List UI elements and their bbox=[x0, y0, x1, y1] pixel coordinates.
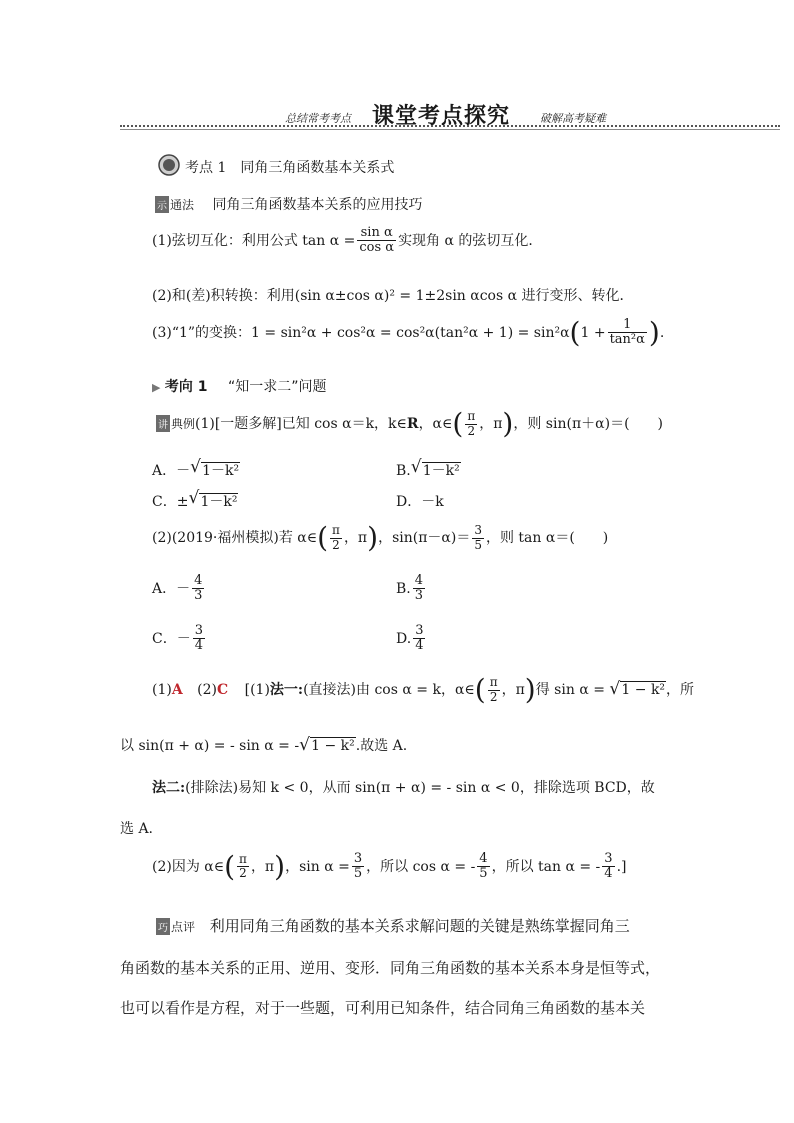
header-divider bbox=[120, 125, 780, 127]
ex1-option-c: C．±√ 1－k² bbox=[152, 491, 238, 511]
method-heading bbox=[155, 194, 422, 214]
answer-line-1: (1)A (2)C [(1)法一:(直接法)由 cos α = k，α∈( $\frac{\pi}{2}$ ，π)得 sin α = √ 1 − k²，所 bbox=[152, 676, 694, 704]
ex1-option-b: B.√ 1－k² bbox=[396, 460, 461, 480]
rule-2: (2)和(差)积转换：利用(sin α±cos α)² = 1±2sin αcos α 进行变形、转化． bbox=[152, 288, 634, 304]
example-2-question: (2)(2019·福州模拟)若 α∈( $\frac{\pi}{2}$ ，π)，sin(π－α)＝ $\frac{3}{5}$ ，则 tan α＝( ) bbox=[152, 521, 609, 554]
method-title: 同角三角函数基本关系的应用技巧 bbox=[212, 197, 423, 213]
example-1-question: 讲 典例(1)[一题多解]已知 cos α＝k，k∈R，α∈( $\frac{\pi}{2}$ ，π)，则 sin(π＋α)＝( ) bbox=[158, 407, 663, 440]
kaoxiang-arrow-icon: ▶ bbox=[152, 381, 161, 394]
header-right-text: 破解高考疑难 bbox=[540, 112, 606, 125]
method-tag: 通法 bbox=[170, 198, 195, 212]
header-divider-thin bbox=[120, 129, 780, 130]
kaoxiang-heading: ▶ 考向 1 “知一求二”问题 bbox=[152, 379, 327, 395]
answer-line-4: 选 A. bbox=[120, 821, 154, 837]
answer-line-5: (2)因为 α∈( $\frac{\pi}{2}$ ，π)，sin α = $\frac{3}{5}$ ，所以 cos α = - $\frac{4}{5}$ ，所以 tan α = - $\frac{3}{4}$ .] bbox=[152, 849, 627, 883]
review-line-1: 巧 点评 利用同角三角函数的基本关系求解问题的关键是熟练掌握同角三 bbox=[158, 917, 630, 935]
review-line-2: 角函数的基本关系的正用、逆用、变形．同角三角函数的基本关系本身是恒等式， bbox=[120, 959, 661, 977]
ex1-option-d: D．－k bbox=[396, 494, 444, 510]
rule-3: (3)“1”的变换：1 = sin²α + cos²α = cos²α(tan²α + 1) = sin²α(1 + $\frac{1}{\text{tan²α}}$ ). bbox=[152, 315, 665, 349]
review-line-3: 也可以看作是方程，对于一些题，可利用已知条件，结合同角三角函数的基本关 bbox=[120, 999, 646, 1017]
answer-line-3: 法二:(排除法)易知 k < 0，从而 sin(π + α) = - sin α < 0，排除选项 BCD，故 bbox=[152, 780, 655, 796]
rule-1: (1)弦切互化：利用公式 tan α = $\frac{\text{sin α}}{\text{cos α}}$ 实现角 α 的弦切互化． bbox=[152, 225, 543, 256]
answer-line-2: 以 sin(π + α) = - sin α = -√ 1 − k².故选 A. bbox=[120, 735, 407, 755]
kaodian-title: 考点 1 同角三角函数基本关系式 bbox=[185, 160, 395, 176]
method-badge: 示 bbox=[155, 196, 169, 213]
ex2-option-b: B. $\frac{4}{3}$ bbox=[396, 573, 424, 604]
section-title: 课堂考点探究 bbox=[372, 104, 511, 129]
ex1-option-a: A．－√ 1－k² bbox=[152, 460, 240, 480]
ex2-option-d: D. $\frac{3}{4}$ bbox=[396, 623, 424, 654]
kaodian-circle-icon bbox=[158, 154, 180, 176]
ex2-option-c: C．－ $\frac{3}{4}$ bbox=[152, 623, 203, 654]
header-left-text: 总结常考考点 bbox=[285, 112, 351, 125]
ex2-option-a: A．－ $\frac{4}{3}$ bbox=[152, 573, 203, 604]
